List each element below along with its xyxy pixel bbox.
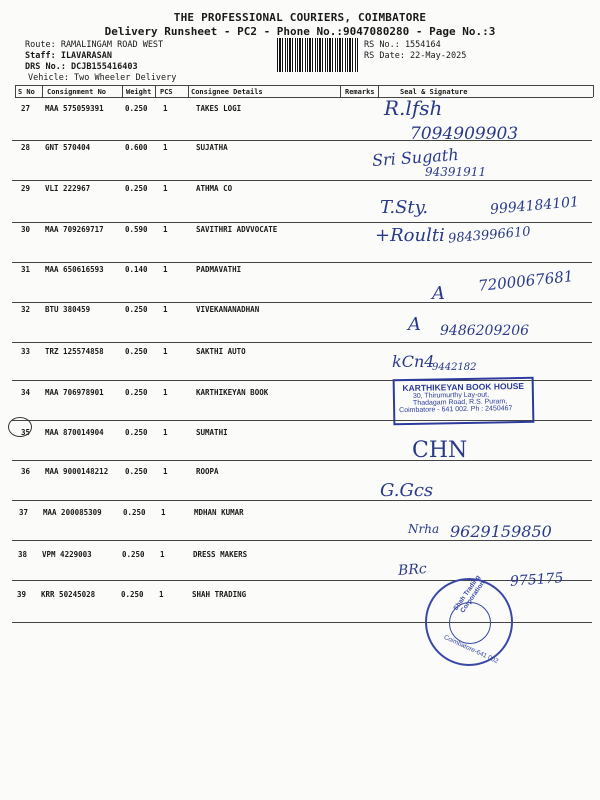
handwritten-phone-2: 94391911 <box>425 165 487 179</box>
signature-row-31: A <box>432 283 445 304</box>
signature-row-28: Sri Sugath <box>371 145 460 170</box>
seal-address-line-3: Coimbatore - 641 002. Ph : 2450467 <box>399 405 513 415</box>
row-sno: 29 <box>21 184 31 193</box>
row-weight: 0.250 <box>125 347 148 356</box>
row-consignee: TAKES LOGI <box>196 104 242 113</box>
staff-label: Staff: ILAVARASAN <box>25 51 112 61</box>
seal-address-line-2: Thadagam Road, R.S. Puram, <box>412 398 508 407</box>
handwritten-phone-5: 7200067681 <box>477 267 575 295</box>
row-pcs: 1 <box>163 184 168 193</box>
row-consignee: ROOPA <box>196 467 219 476</box>
row-weight: 0.590 <box>125 225 148 234</box>
table-rule <box>12 342 592 343</box>
row-weight: 0.250 <box>125 428 148 437</box>
row-consignee: PADMAVATHI <box>196 265 242 274</box>
column-divider <box>42 85 43 97</box>
signature-row-33: kCn4 <box>392 352 435 371</box>
barcode <box>277 38 359 72</box>
drs-label: DRS No.: DCJB155416403 <box>25 62 138 72</box>
row-pcs: 1 <box>163 428 168 437</box>
handwritten-phone-9: 975175 <box>509 570 564 590</box>
row-consignee: SUMATHI <box>196 428 228 437</box>
route-label: Route: RAMALINGAM ROAD WEST <box>25 40 164 50</box>
row-pcs: 1 <box>160 550 165 559</box>
circled-row-mark <box>8 417 32 437</box>
row-sno: 27 <box>21 104 31 113</box>
rs-number: RS No.: 1554164 <box>364 40 441 50</box>
col-header-consignment: Consignment No <box>47 88 107 96</box>
col-header-weight: Weight <box>126 88 152 96</box>
col-header-consignee: Consignee Details <box>191 88 263 96</box>
row-weight: 0.250 <box>123 508 146 517</box>
table-rule <box>15 85 593 86</box>
row-pcs: 1 <box>163 225 168 234</box>
handwritten-phone-7: 9442182 <box>432 362 477 373</box>
table-rule <box>12 302 592 303</box>
row-sno: 33 <box>21 347 31 356</box>
row-sno: 36 <box>21 467 31 476</box>
column-divider <box>593 85 594 97</box>
row-weight: 0.250 <box>125 184 148 193</box>
seal-company-name: Shah Trading Corporation <box>452 574 487 615</box>
row-pcs: 1 <box>163 143 168 152</box>
table-rule <box>12 580 592 581</box>
col-header-pcs: PCS <box>160 88 173 96</box>
row-consignee: MDHAN KUMAR <box>194 508 244 517</box>
row-consignment-no: MAA 575059391 <box>45 104 104 113</box>
handwritten-phone-6: 9486209206 <box>440 323 530 339</box>
table-rule <box>15 97 593 98</box>
table-rule <box>12 460 592 461</box>
row-consignment-no: TRZ 125574858 <box>45 347 104 356</box>
row-weight: 0.250 <box>125 467 148 476</box>
row-consignment-no: BTU 380459 <box>45 305 91 314</box>
signature-row-30: +Roulti <box>375 225 445 246</box>
row-consignee: SAKTHI AUTO <box>196 347 246 356</box>
column-divider <box>155 85 156 97</box>
row-sno: 30 <box>21 225 31 234</box>
row-consignment-no: MAA 9000148212 <box>45 467 109 476</box>
karthikeyan-seal <box>393 377 535 425</box>
col-header-sno: S No <box>18 88 35 96</box>
row-consignment-no: VLI 222967 <box>45 184 91 193</box>
row-consignment-no: MAA 706978901 <box>45 388 104 397</box>
signature-row-32: A <box>408 314 421 335</box>
row-sno: 37 <box>19 508 29 517</box>
vehicle-label: Vehicle: Two Wheeler Delivery <box>28 73 177 83</box>
row-consignment-no: GNT 570404 <box>45 143 91 152</box>
row-consignment-no: MAA 709269717 <box>45 225 104 234</box>
row-sno: 35 <box>21 428 31 437</box>
row-consignee: KARTHIKEYAN BOOK <box>196 388 269 397</box>
signature-row-36: CHN <box>412 438 468 463</box>
seal-name: KARTHIKEYAN BOOK HOUSE <box>402 380 525 394</box>
handwritten-phone-3: 9994184101 <box>489 194 580 218</box>
row-sno: 31 <box>21 265 31 274</box>
row-consignment-no: VPM 4229003 <box>42 550 92 559</box>
row-pcs: 1 <box>163 388 168 397</box>
column-divider <box>340 85 341 97</box>
shah-trading-seal <box>425 574 513 666</box>
seal-city: Coimbatore-641 002 <box>442 633 500 666</box>
signature-row-27: R.lfsh <box>384 96 443 120</box>
row-pcs: 1 <box>163 104 168 113</box>
signature-row-37: G.Gcs <box>380 480 434 501</box>
row-consignee: SUJATHA <box>196 143 228 152</box>
runsheet-subtitle: Delivery Runsheet - PC2 - Phone No.:9047080280 - Page No.:3 <box>104 25 496 38</box>
row-pcs: 1 <box>163 467 168 476</box>
row-weight: 0.250 <box>125 305 148 314</box>
signature-row-38: Nrha <box>408 522 440 536</box>
row-consignee: VIVEKANANADHAN <box>196 305 260 314</box>
table-rule <box>12 222 592 223</box>
row-weight: 0.600 <box>125 143 148 152</box>
row-pcs: 1 <box>163 347 168 356</box>
row-weight: 0.250 <box>122 550 145 559</box>
row-pcs: 1 <box>159 590 164 599</box>
col-header-signature: Seal & Signature <box>400 88 468 96</box>
handwritten-phone-1: 7094909903 <box>410 124 519 144</box>
column-divider <box>378 85 379 97</box>
rs-date: RS Date: 22-May-2025 <box>364 51 467 61</box>
table-rule <box>12 180 592 181</box>
table-rule <box>12 500 592 501</box>
row-consignment-no: KRR 50245028 <box>41 590 96 599</box>
handwritten-phone-8: 9629159850 <box>450 522 552 541</box>
row-sno: 32 <box>21 305 31 314</box>
row-pcs: 1 <box>163 265 168 274</box>
column-divider <box>15 85 16 97</box>
row-sno: 34 <box>21 388 31 397</box>
table-rule <box>12 262 592 263</box>
row-weight: 0.250 <box>125 104 148 113</box>
row-consignee: ATHMA CO <box>196 184 233 193</box>
row-consignee: SHAH TRADING <box>192 590 247 599</box>
row-pcs: 1 <box>161 508 166 517</box>
seal-address-line-1: 30, Thirumurthy Lay-out, <box>412 391 490 400</box>
row-weight: 0.250 <box>121 590 144 599</box>
row-weight: 0.140 <box>125 265 148 274</box>
row-sno: 39 <box>17 590 27 599</box>
row-weight: 0.250 <box>125 388 148 397</box>
column-divider <box>188 85 189 97</box>
col-header-remarks: Remarks <box>345 88 375 96</box>
row-pcs: 1 <box>163 305 168 314</box>
row-consignment-no: MAA 200085309 <box>43 508 102 517</box>
column-divider <box>122 85 123 97</box>
company-title: THE PROFESSIONAL COURIERS, COIMBATORE <box>173 11 427 24</box>
row-sno: 38 <box>18 550 28 559</box>
row-consignee: DRESS MAKERS <box>193 550 248 559</box>
row-consignment-no: MAA 870014904 <box>45 428 104 437</box>
signature-row-39: BRc <box>397 561 428 579</box>
row-consignee: SAVITHRI ADVVOCATE <box>196 225 278 234</box>
signature-row-29: T.Sty. <box>380 197 429 218</box>
handwritten-phone-4: 9843996610 <box>447 224 532 247</box>
row-consignment-no: MAA 650616593 <box>45 265 104 274</box>
row-sno: 28 <box>21 143 31 152</box>
